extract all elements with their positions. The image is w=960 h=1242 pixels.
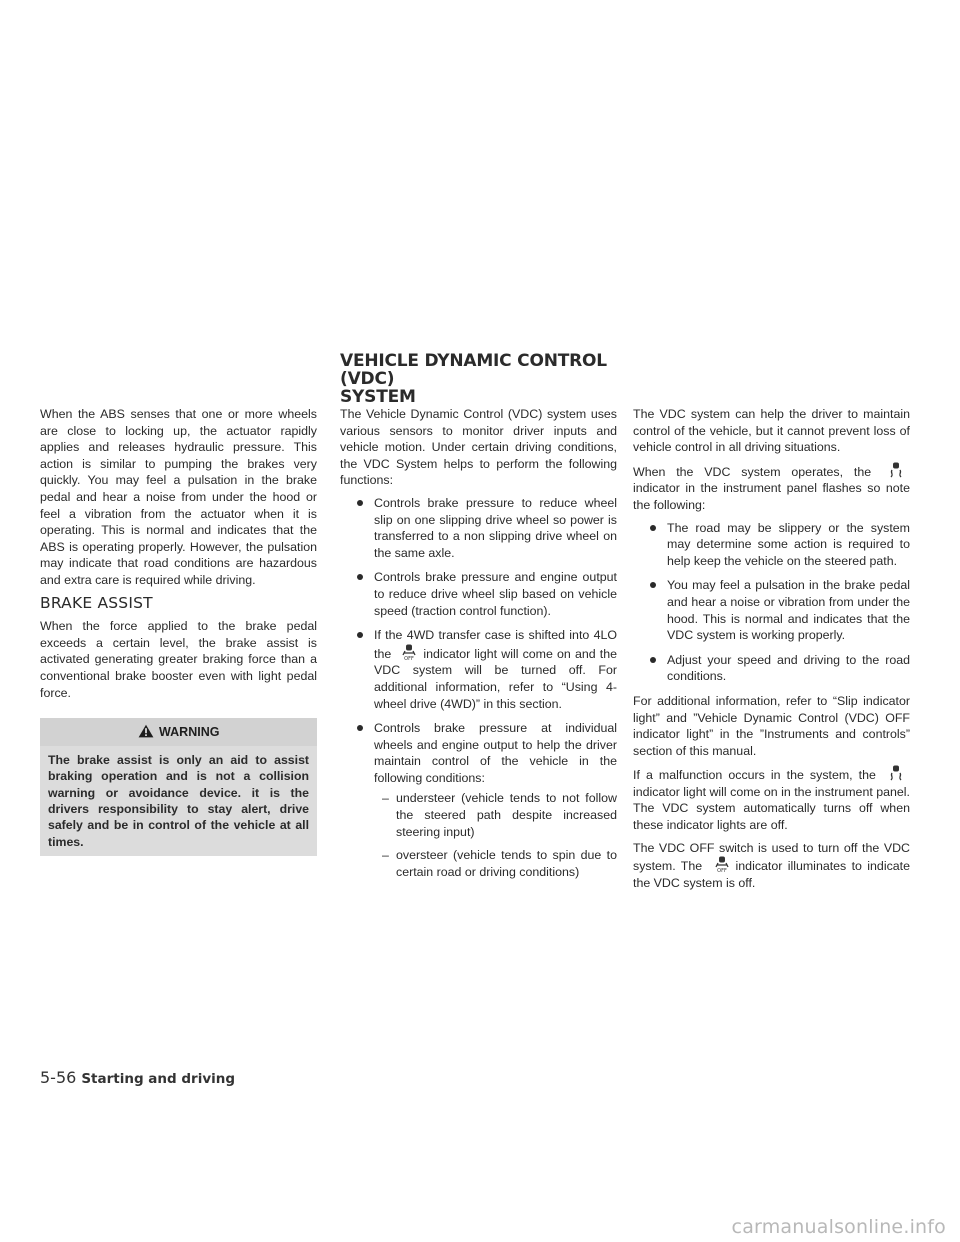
warning-header [40, 718, 317, 746]
slip-indicator-icon [882, 765, 910, 782]
vdc-functions-list [340, 495, 617, 880]
list-item-text: If the 4WD transfer case is shifted into 4LO the [374, 628, 617, 661]
malfunction-paragraph [633, 765, 910, 833]
bullet-icon [357, 725, 363, 731]
paragraph-text: The VDC OFF switch is used to turn off the VDC system. The [633, 840, 910, 874]
list-item [633, 520, 910, 570]
warning-triangle-icon [138, 725, 159, 739]
list-item-text: You may feel a pulsation in the brake pedal and hear a noise or vibration from under the hood. This is normal and indicates that the VDC system is working properly. [667, 578, 910, 643]
bullet-icon [357, 632, 363, 638]
watermark: carmanualsonline.info [731, 1216, 946, 1238]
list-item [633, 577, 910, 643]
brake-assist-paragraph: When the force applied to the brake pedal exceeds a certain level, the brake assist is activated generating greater braking force than a conventional brake booster even with light pedal force. [40, 619, 317, 700]
page-number: 5-56 [40, 1068, 77, 1087]
dash-mark: – [382, 791, 389, 806]
column-right [633, 406, 910, 897]
brake-assist-heading: BRAKE ASSIST [40, 593, 153, 612]
sub-list-item [340, 847, 617, 880]
page-footer [40, 1068, 235, 1088]
list-item [340, 495, 617, 561]
paragraph-text-cont: indicator illuminates to indicate the VDC system is off. [633, 859, 910, 890]
vdc-intro-paragraph: The Vehicle Dynamic Control (VDC) system uses various sensors to monitor driver inputs and vehicle motion. Under certain driving conditions, the VDC System helps to perform the following functions: [340, 407, 617, 488]
section-title-line-2: SYSTEM [340, 387, 416, 407]
section-title [340, 352, 640, 406]
vdc-operates-paragraph [633, 462, 910, 514]
list-item [340, 627, 617, 712]
bullet-icon [650, 657, 656, 663]
vdc-off-indicator-icon [395, 644, 423, 661]
slip-indicator-icon [882, 462, 910, 479]
paragraph-text-cont: indicator light will come on in the instrument panel. The VDC system automatically turns off when these indicator lights are off. [633, 784, 910, 833]
sub-list-item-text: understeer (vehicle tends to not follow the steered path despite increased steering input) [396, 791, 617, 839]
vdc-off-switch-paragraph [633, 840, 910, 892]
list-item-text: Controls brake pressure and engine output to reduce drive wheel slip based on vehicle speed (traction control function). [374, 570, 617, 618]
list-item [340, 569, 617, 619]
section-title-line-1: VEHICLE DYNAMIC CONTROL (VDC) [340, 351, 607, 389]
sub-list-item-text: oversteer (vehicle tends to spin due to certain road or driving conditions) [396, 848, 617, 879]
list-item-text: Adjust your speed and driving to the road conditions. [667, 652, 910, 684]
list-item-text: Controls brake pressure to reduce wheel slip on one slipping drive wheel so power is transferred to a non slipping drive wheel on the same axle. [374, 495, 617, 560]
warning-label: WARNING [159, 725, 220, 740]
abs-paragraph: When the ABS senses that one or more wheels are close to locking up, the actuator rapidly applies and releases hydraulic pressure. This action is similar to pumping the brakes very quickly. You may feel a pulsation in the brake pedal and hear a noise from under the hood or feel a vibration from the actuator when it is operating. This is normal and indicates that the ABS is operating properly. However, the pulsation may indicate that road conditions are hazardous and extra care is required while driving. [40, 407, 317, 587]
bullet-icon [357, 500, 363, 506]
warning-text: The brake assist is only an aid to assist braking operation and is not a collision warning or avoidance device. it is the drivers responsibility to stay alert, drive safely and be in control of the vehicle at all times. [48, 752, 309, 849]
vdc-off-indicator-icon [708, 856, 736, 873]
list-item-text: Controls brake pressure at individual wheels and engine output to help the driver maintain control of the vehicle in the following conditions: [374, 721, 617, 785]
paragraph-text: When the VDC system operates, the [633, 464, 872, 479]
additional-info-paragraph: For additional information, refer to “Slip indicator light” and ”Vehicle Dynamic Control (VDC) OFF indicator light” in the ”Instruments and controls” section of this manual. [633, 693, 910, 758]
bullet-icon [357, 574, 363, 580]
bullet-icon [650, 582, 656, 588]
vdc-help-paragraph: The VDC system can help the driver to maintain control of the vehicle, but it cannot prevent loss of vehicle control in all driving situations. [633, 407, 910, 455]
list-item [633, 652, 910, 685]
warning-box [40, 718, 317, 856]
column-middle [340, 406, 617, 888]
list-item-text: The road may be slippery or the system may determine some action is required to help keep the vehicle on the steered path. [667, 520, 910, 568]
svg-text:OFF: OFF [716, 868, 727, 874]
chapter-title: Starting and driving [81, 1071, 236, 1087]
dash-mark: – [382, 848, 389, 863]
vdc-notes-list [633, 520, 910, 685]
paragraph-text-cont: indicator in the instrument panel flashes so note the following: [633, 481, 910, 512]
column-left [40, 406, 317, 856]
svg-text:OFF: OFF [404, 655, 415, 661]
sub-list-item [340, 790, 617, 840]
list-item [340, 720, 617, 880]
bullet-icon [650, 525, 656, 531]
list-item-text-cont: indicator light will come on and the VDC system will be turned off. For additional information, refer to “Using 4-wheel drive (4WD)” in this section. [374, 646, 618, 711]
paragraph-text: If a malfunction occurs in the system, the [633, 768, 876, 783]
conditions-list [374, 790, 617, 880]
